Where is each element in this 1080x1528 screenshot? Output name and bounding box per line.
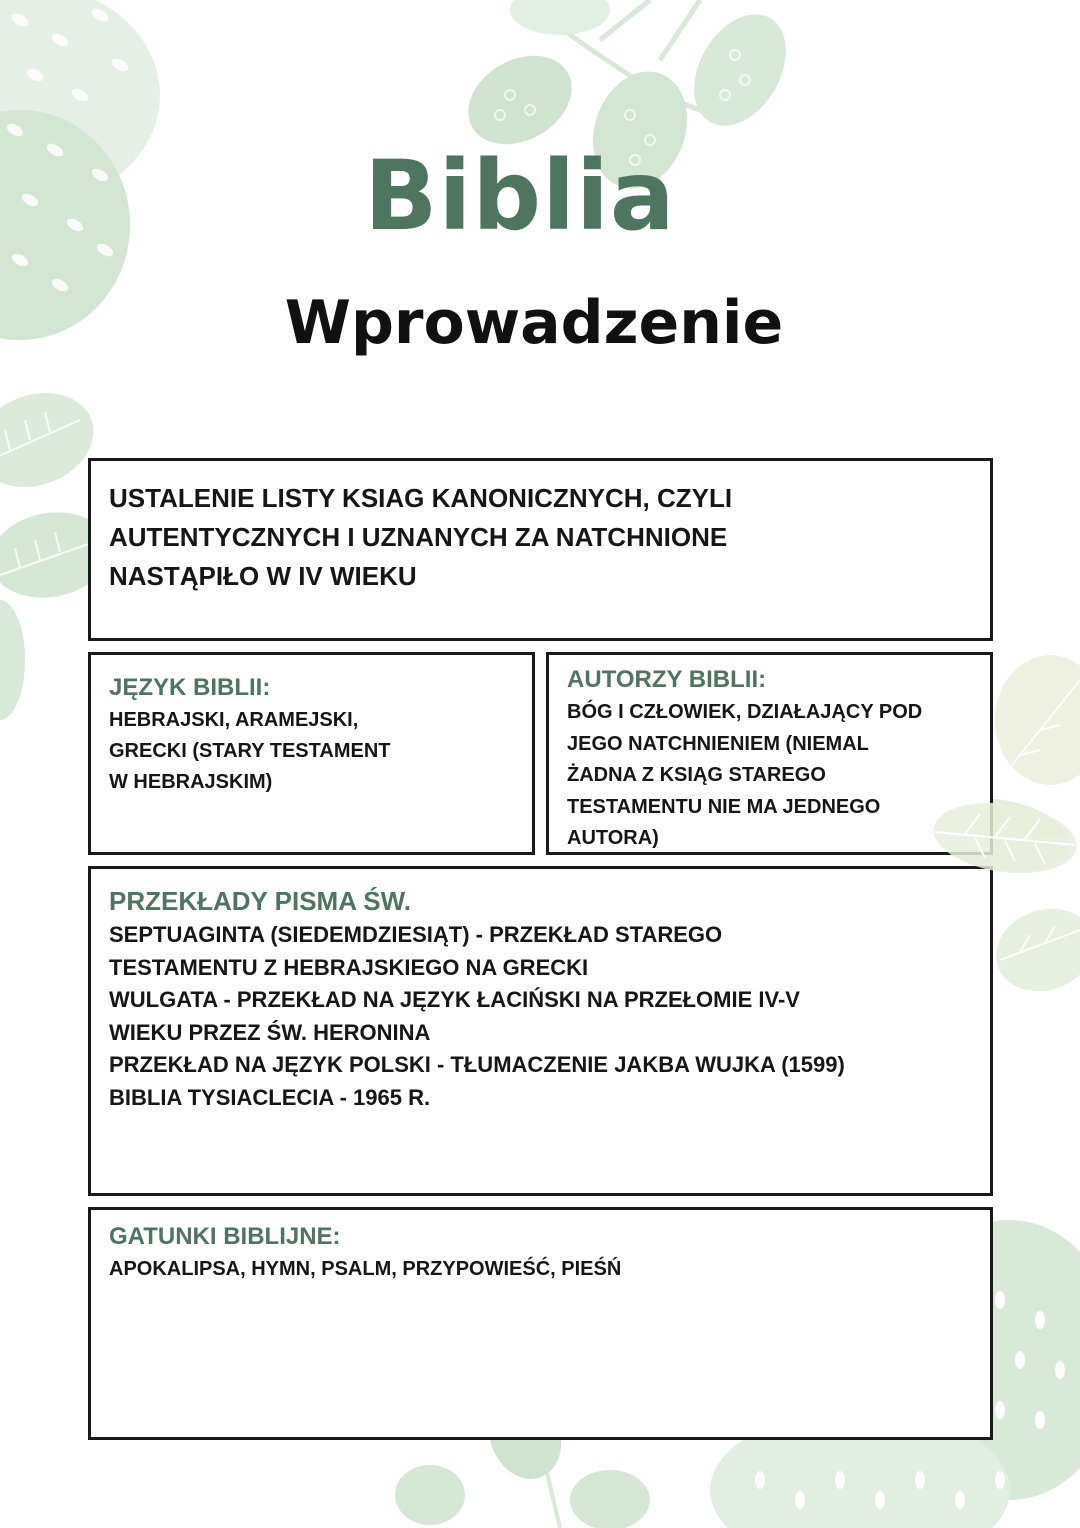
language-line: W HEBRAJSKIM) — [109, 771, 273, 793]
canon-line: NASTĄPIŁO W IV WIEKU — [109, 561, 417, 591]
translations-line: PRZEKŁAD NA JĘZYK POLSKI - TŁUMACZENIE JAKBA WUJKA (1599) — [109, 1052, 845, 1078]
authors-line: JEGO NATCHNIENIEM (NIEMAL — [567, 732, 869, 755]
language-line: HEBRAJSKI, ARAMEJSKI, — [109, 709, 359, 731]
translations-line: BIBLIA TYSIACLECIA - 1965 R. — [109, 1084, 431, 1110]
authors-heading: AUTORZY BIBLII: — [567, 666, 767, 693]
authors-line: TESTAMENTU NIE MA JEDNEGO — [567, 795, 881, 818]
canon-line: AUTENTYCZNYCH I UZNANYCH ZA NATCHNIONE — [109, 522, 728, 552]
canon-line: USTALENIE LISTY KSIAG KANONICZNYCH, CZYLI — [109, 483, 733, 513]
genres-line: APOKALIPSA, HYMN, PSALM, PRZYPOWIEŚĆ, PIEŚŃ — [109, 1258, 622, 1280]
page-title: Biblia — [364, 140, 676, 252]
translations-line: SEPTUAGINTA (SIEDEMDZIESIĄT) - PRZEKŁAD STAREGO — [109, 922, 723, 947]
translations-heading: PRZEKŁADY PISMA ŚW. — [109, 886, 411, 916]
translations-line: TESTAMENTU Z HEBRAJSKIEGO NA GRECKI — [109, 954, 589, 980]
authors-box — [546, 652, 993, 855]
translations-box — [88, 866, 993, 1196]
authors-line: ŻADNA Z KSIĄG STAREGO — [567, 764, 826, 786]
authors-line: AUTORA) — [567, 827, 659, 849]
language-line: GRECKI (STARY TESTAMENT — [109, 740, 391, 762]
page-subtitle: Wprowadzenie — [284, 288, 784, 358]
translations-line: WIEKU PRZEZ ŚW. HERONINA — [109, 1019, 431, 1045]
canon-info-box — [88, 458, 993, 641]
language-heading: JĘZYK BIBLII: — [109, 674, 271, 701]
genres-heading: GATUNKI BIBLIJNE: — [109, 1223, 341, 1250]
translations-line: WULGATA - PRZEKŁAD NA JĘZYK ŁACIŃSKI NA PRZEŁOMIE IV-V — [109, 987, 800, 1013]
genres-box — [88, 1207, 993, 1440]
authors-line: BÓG I CZŁOWIEK, DZIAŁAJĄCY POD — [567, 701, 923, 723]
language-box — [88, 652, 535, 855]
